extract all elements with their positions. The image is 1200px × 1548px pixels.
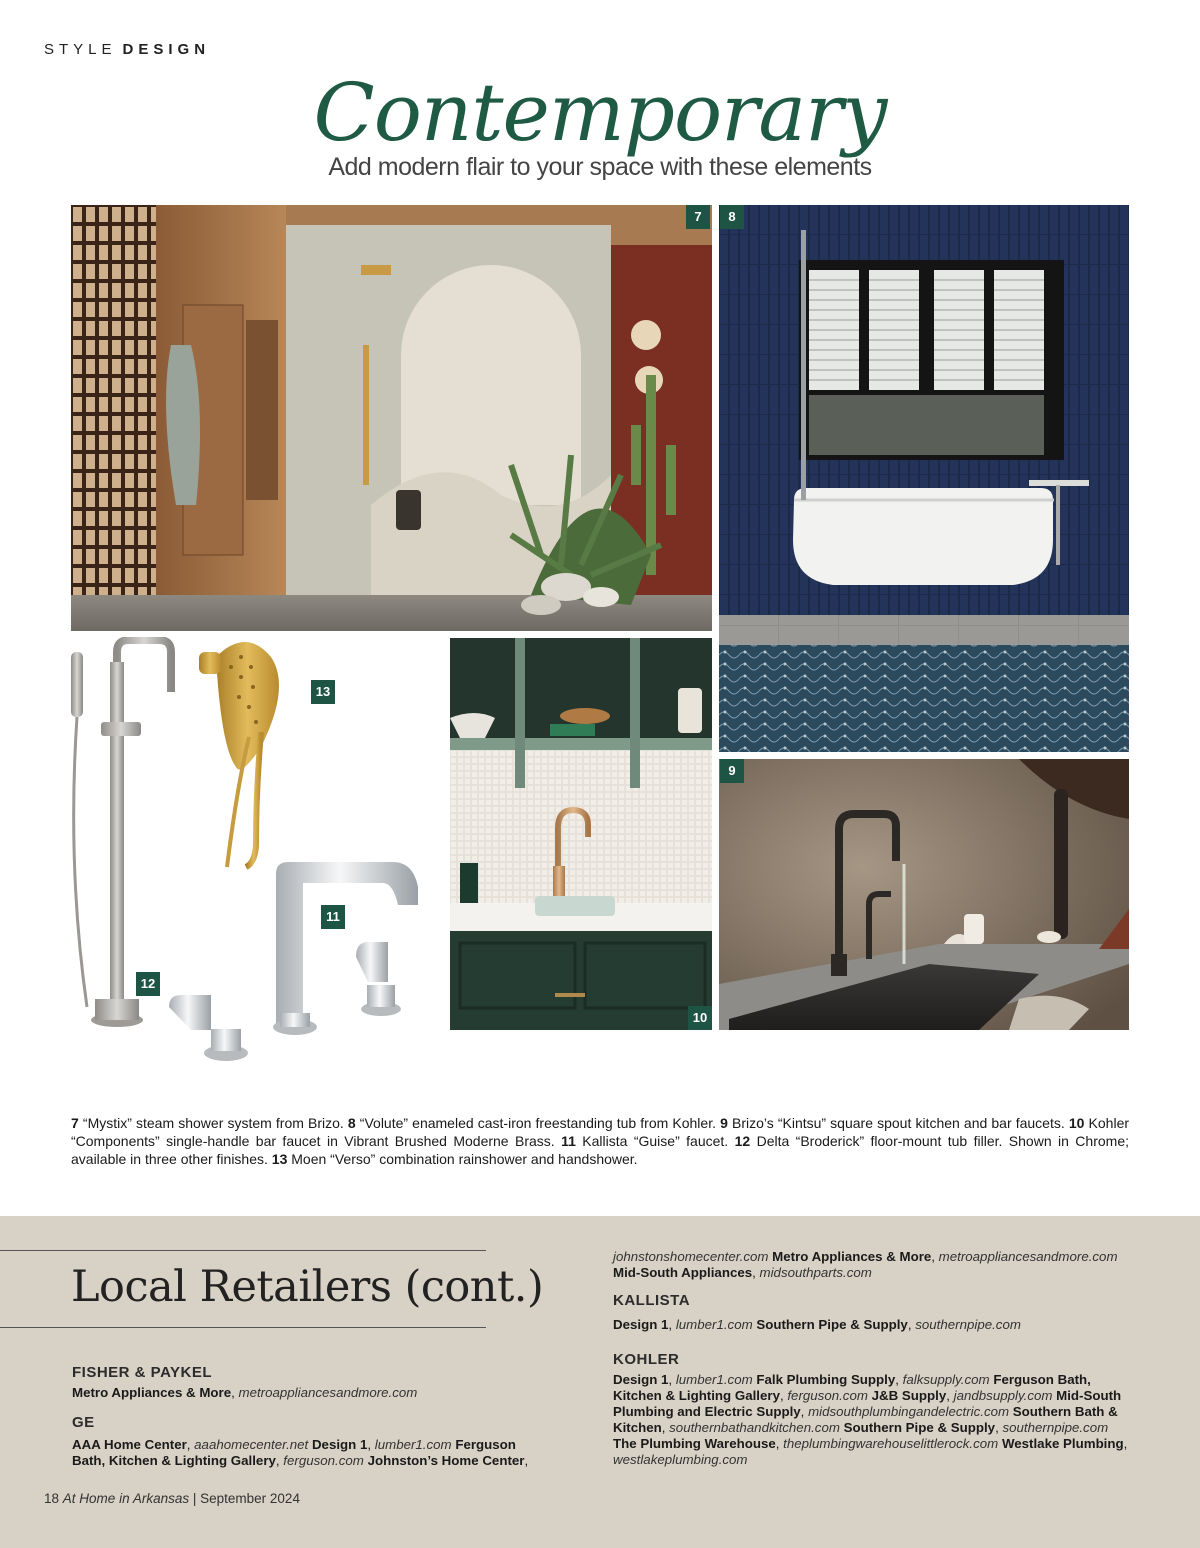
retailer-url[interactable]: lumber1.com — [675, 1317, 753, 1332]
retailer-name: Southern Bath & Kitchen — [613, 1404, 1118, 1435]
badge-12: 12 — [136, 972, 160, 996]
retailer-url[interactable]: lumber1.com — [374, 1437, 452, 1452]
retailer-name: Design 1 — [613, 1372, 669, 1387]
caption-num: 13 — [271, 1151, 288, 1167]
retailer-name: Mid-South Plumbing and Electric Supply — [613, 1388, 1122, 1419]
photo-product-cutouts — [71, 637, 445, 1067]
caption-text: “Mystix” steam shower system from Brizo. — [78, 1115, 348, 1131]
retailer-url[interactable]: lumber1.com — [675, 1372, 753, 1387]
retailer-name: Metro Appliances & More — [72, 1385, 232, 1400]
retailer-name: Mid-South Appliances — [613, 1265, 753, 1280]
retailer-url[interactable]: westlakeplumbing.com — [613, 1452, 748, 1467]
caption-text: Kallista “Guise” faucet. — [575, 1133, 735, 1149]
page-folio — [44, 1491, 300, 1506]
caption-text: Kohler “Components” single-handle bar faucet in Vibrant Brushed Moderne Brass. — [71, 1115, 1130, 1149]
retailer-name: Metro Appliances & More — [772, 1249, 932, 1264]
retailer-url[interactable]: southernpipe.com — [915, 1317, 1021, 1332]
badge-11: 11 — [321, 905, 345, 929]
badge-7: 7 — [686, 205, 710, 229]
caption-num: 7 — [71, 1115, 79, 1131]
retailer-name: The Plumbing Warehouse — [613, 1436, 776, 1451]
photo-freestanding-tub — [719, 205, 1129, 752]
divider-bottom — [0, 1327, 486, 1328]
caption-num: 8 — [347, 1115, 356, 1131]
retailer-url[interactable]: southernpipe.com — [1002, 1420, 1109, 1435]
retailer-url[interactable]: midsouthparts.com — [759, 1265, 872, 1280]
photo-steam-shower — [71, 205, 712, 631]
retailer-url[interactable]: theplumbingwarehouselittlerock.com — [783, 1436, 999, 1451]
brand-kohler: KOHLER — [613, 1351, 680, 1368]
retailer-name: Johnston’s Home Center — [367, 1453, 525, 1468]
page-subtitle: Add modern flair to your space with these elements — [328, 153, 872, 181]
section-name: DESIGN — [122, 41, 211, 58]
retailer-url[interactable]: johnstonshomecenter.com — [613, 1249, 769, 1264]
photo-caption — [71, 1114, 1129, 1168]
retailer-url[interactable]: metroappliancesandmore.com — [238, 1385, 418, 1400]
retailer-name: Ferguson Bath, Kitchen & Lighting Gallery — [613, 1372, 1091, 1403]
retailer-url[interactable]: ferguson.com — [283, 1453, 364, 1468]
brand-ge: GE — [72, 1414, 95, 1431]
badge-13: 13 — [311, 680, 335, 704]
brand-kallista: KALLISTA — [613, 1292, 691, 1309]
badge-10: 10 — [688, 1006, 712, 1030]
retailer-name: Ferguson Bath, Kitchen & Lighting Gallery — [72, 1437, 516, 1468]
caption-text: Moen “Verso” combination rainshower and handshower. — [287, 1151, 638, 1167]
retailer-url[interactable]: ferguson.com — [787, 1388, 868, 1403]
retailer-url[interactable]: metroappliancesandmore.com — [938, 1249, 1118, 1264]
retailer-name: Westlake Plumbing — [1001, 1436, 1124, 1451]
issue-date: | September 2024 — [192, 1491, 300, 1506]
badge-9: 9 — [720, 759, 744, 783]
magazine-name: At Home in Arkansas — [62, 1491, 190, 1506]
fisher-paykel-list: Metro Appliances & More, metroappliancesandmore.com — [72, 1385, 418, 1400]
ge-list-continued: johnstonshomecenter.com Metro Appliances & More, metroappliancesandmore.com Mid-South Appliances, midsouthparts.com — [613, 1249, 1118, 1280]
retailer-url[interactable]: falksupply.com — [902, 1372, 990, 1387]
badge-8: 8 — [720, 205, 744, 229]
retailer-url[interactable]: midsouthplumbingandelectric.com — [808, 1404, 1010, 1419]
caption-text: Brizo’s “Kintsu” square spout kitchen and bar faucets. — [727, 1115, 1069, 1131]
retailer-name: Southern Pipe & Supply — [756, 1317, 908, 1332]
retailers-title: Local Retailers (cont.) — [71, 1262, 544, 1312]
retailer-name: AAA Home Center — [72, 1437, 187, 1452]
retailer-name: Falk Plumbing Supply — [756, 1372, 896, 1387]
retailer-name: Design 1 — [311, 1437, 368, 1452]
caption-num: 9 — [720, 1115, 728, 1131]
kohler-list: Design 1, lumber1.com Falk Plumbing Supply, falksupply.com Ferguson Bath, Kitchen & Lighting Gallery, ferguson.com J&B Supply, jandbsupply.com Mid-South Plumbing and Electric Supply, midsouthplumbingandelectric.com Southern Bath & Kitchen, southernbathandkitchen.com Southern Pipe & Supply, southernpipe.com The Plumbing Warehouse, theplumbingwarehouselittlerock.com Westlake Plumbing, westlakeplumbing.com — [613, 1372, 1128, 1467]
retailer-name: J&B Supply — [871, 1388, 947, 1403]
retailer-name: Design 1 — [613, 1317, 669, 1332]
photo-bar-faucet — [450, 638, 712, 1030]
caption-num: 10 — [1068, 1115, 1085, 1131]
retailer-url[interactable]: southernbathandkitchen.com — [669, 1420, 840, 1435]
caption-num: 12 — [734, 1133, 751, 1149]
divider-top — [0, 1250, 486, 1251]
section-tag — [44, 41, 210, 58]
photo-kitchen-faucet — [719, 759, 1129, 1030]
caption-text: Delta “Broderick” floor-mount tub filler. Shown in Chrome; available in three other finishes. — [71, 1133, 1129, 1167]
caption-num: 11 — [561, 1133, 576, 1149]
page-title: Contemporary — [313, 66, 887, 159]
brand-fisher-paykel: FISHER & PAYKEL — [72, 1364, 213, 1381]
retailer-url[interactable]: aaahomecenter.net — [194, 1437, 309, 1452]
page-number: 18 — [44, 1491, 60, 1506]
section-prefix: STYLE — [44, 41, 117, 58]
retailer-url[interactable]: jandbsupply.com — [953, 1388, 1053, 1403]
kallista-list: Design 1, lumber1.com Southern Pipe & Supply, southernpipe.com — [613, 1317, 1021, 1332]
ge-list: AAA Home Center, aaahomecenter.net Design 1, lumber1.com Ferguson Bath, Kitchen & Lighting Gallery, ferguson.com Johnston’s Home Center, — [72, 1437, 529, 1468]
caption-text: “Volute” enameled cast-iron freestanding tub from Kohler. — [355, 1115, 721, 1131]
retailer-name: Southern Pipe & Supply — [843, 1420, 996, 1435]
